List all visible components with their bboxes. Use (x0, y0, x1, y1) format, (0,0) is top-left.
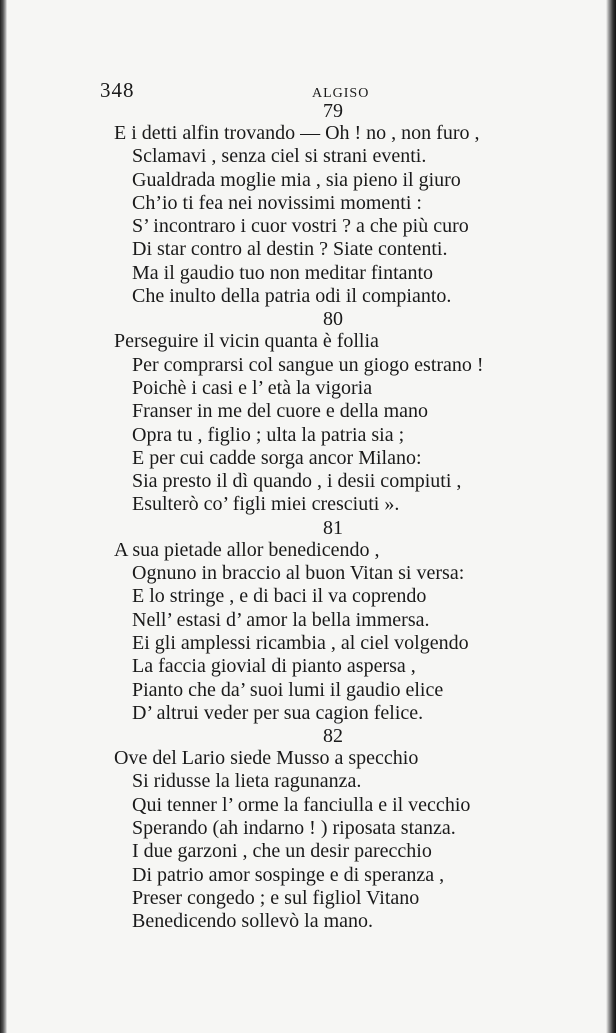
running-title: ALGISO (312, 86, 370, 101)
verse-line: Franser in me del cuore e della mano (132, 400, 428, 423)
verse-line: Pianto che da’ suoi lumi il gaudio elice (132, 678, 444, 701)
verse-line: La faccia giovial di pianto aspersa , (132, 655, 416, 678)
verse-line: Esulterò co’ figli miei cresciuti ». (132, 493, 400, 516)
verse-line: Opra tu , figlio ; ulta la patria sia ; (132, 423, 405, 446)
verse-line: D’ altrui veder per sua cagion felice. (132, 701, 424, 724)
verse-line: Ch’io ti fea nei novissimi momenti : (132, 191, 422, 214)
verse-line: Per comprarsi col sangue un giogo estrano ! (132, 353, 484, 376)
verse-line: Gualdrada moglie mia , sia pieno il giuro (132, 168, 461, 191)
verse-line: Sia presto il dì quando , i desii compiuti , (132, 470, 462, 493)
verse-line: E per cui cadde sorga ancor Milano: (132, 446, 422, 469)
poem-text (114, 100, 574, 934)
verse-line: E lo stringe , e di baci il va coprendo (132, 585, 427, 608)
verse-line: Benedicendo sollevò la mano. (132, 910, 374, 933)
verse-line: S’ incontraro i cuor vostri ? a che più curo (132, 215, 469, 238)
verse-line: Ei gli amplessi ricambia , al ciel volgendo (132, 631, 469, 654)
verse-line: Qui tenner l’ orme la fanciulla e il vecchio (132, 793, 471, 816)
verse-line: Perseguire il vicin quanta è follia (114, 330, 379, 353)
verse-line: Nell’ estasi d’ amor la bella immersa. (132, 608, 430, 631)
verse-line: Ognuno in braccio al buon Vitan si versa: (132, 562, 465, 585)
verse-line: Di patrio amor sospinge e di speranza , (132, 863, 445, 886)
verse-line: Poichè i casi e l’ età la vigoria (132, 376, 373, 399)
verse-line: Ma il gaudio tuo non meditar fintanto (132, 261, 434, 284)
verse-line: E i detti alfin trovando — Oh ! no , non furo , (114, 122, 480, 144)
verse-line: Che inulto della patria odi il compianto. (132, 285, 452, 308)
verse-line: Sclamavi , senza ciel si strani eventi. (132, 145, 427, 168)
stanza-number: 81 (323, 516, 343, 539)
verse-line: Sperando (ah indarno ! ) riposata stanza. (132, 817, 456, 840)
page-number: 348 (100, 78, 135, 102)
verse-line: Ove del Lario siede Musso a specchio (114, 747, 419, 770)
page-edge-left (0, 0, 7, 1033)
verse-line: A sua pietade allor benedicendo , (114, 538, 380, 561)
stanza-number: 79 (323, 100, 343, 122)
page-edge-right (606, 0, 616, 1033)
verse-line: Preser congedo ; e sul figliol Vitano (132, 886, 420, 909)
verse-line: Di star contro al destin ? Siate contenti. (132, 238, 448, 261)
stanza-number: 82 (323, 725, 343, 748)
verse-line: I due garzoni , che un desir parecchio (132, 840, 432, 863)
verse-line: Si ridusse la lieta ragunanza. (132, 770, 362, 793)
stanza-number: 80 (323, 308, 343, 331)
